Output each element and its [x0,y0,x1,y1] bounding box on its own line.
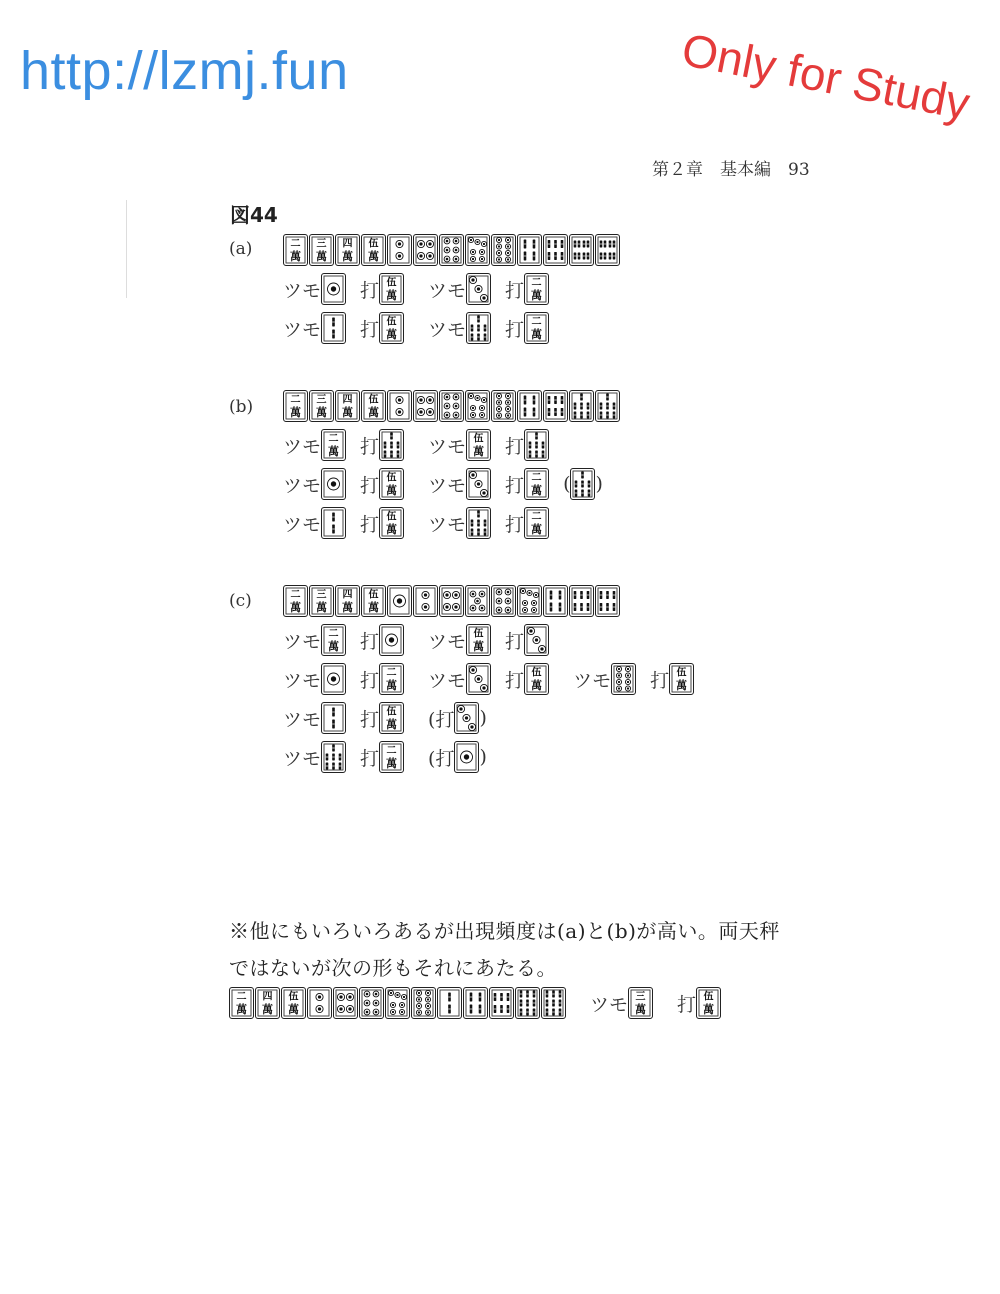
draw-line [283,507,549,539]
man-2-tile-icon [524,507,549,539]
tile-group [229,987,566,1019]
sou-4-tile-icon [517,234,542,266]
man-2-tile-icon [524,468,549,500]
svg-text:二: 二 [328,433,339,445]
section-label-a: (a) [229,239,253,259]
svg-text:三: 三 [635,991,646,1003]
running-head: 第２章 基本編 93 [652,160,810,180]
sou-7-tile-icon [321,741,346,773]
pin-7-tile-icon [517,585,542,617]
hand-a [283,234,620,266]
man-5-tile-icon [669,663,694,695]
man-2-tile-icon [283,585,308,617]
figure-title: 図44 [230,203,278,227]
svg-text:萬: 萬 [368,406,379,419]
svg-text:伍: 伍 [473,628,484,640]
discard-text: 打 [360,513,380,536]
pin-7-tile-icon [385,987,410,1019]
sou-7-tile-icon [379,429,404,461]
draw-text: ツモ [283,513,322,536]
sou-2-tile-icon [321,312,346,344]
svg-text:二: 二 [386,745,397,757]
discard-text: 打 [360,708,380,731]
draw-text: ツモ [590,993,629,1016]
watermark-url: http://lzmj.fun [20,41,349,101]
pin-4-tile-icon [439,585,464,617]
svg-text:二: 二 [531,472,542,484]
pin-6-tile-icon [439,390,464,422]
svg-text:三: 三 [316,238,327,250]
pin-4-tile-icon [333,987,358,1019]
svg-text:萬: 萬 [316,250,327,263]
svg-text:伍: 伍 [386,472,397,484]
pin-3-tile-icon [454,702,479,734]
svg-text:四: 四 [342,394,353,406]
svg-text:二: 二 [531,511,542,523]
svg-text:萬: 萬 [531,289,543,302]
svg-text:萬: 萬 [676,679,688,692]
svg-text:萬: 萬 [386,679,398,692]
discard-text: 打 [360,279,380,302]
man-5-tile-icon [361,585,386,617]
man-2-tile-icon [229,987,254,1019]
draw-line [283,312,549,344]
man-2-tile-icon [283,390,308,422]
draw-text: ツモ [283,747,322,770]
discard-text: 打 [505,474,525,497]
svg-text:伍: 伍 [531,667,542,679]
discard-text: 打 [360,630,380,653]
svg-text:萬: 萬 [386,484,398,497]
draw-text: ツモ [428,474,467,497]
svg-text:二: 二 [531,316,542,328]
svg-text:萬: 萬 [635,1003,647,1016]
svg-text:伍: 伍 [368,589,379,601]
pin-8-tile-icon [411,987,436,1019]
svg-text:萬: 萬 [473,640,485,653]
discard-text: 打 [650,669,670,692]
svg-text:萬: 萬 [386,289,398,302]
pin-8-tile-icon [611,663,636,695]
svg-text:二: 二 [386,667,397,679]
open-paren-text: ( [563,473,571,495]
man-2-tile-icon [321,429,346,461]
man-3-tile-icon [309,390,334,422]
svg-text:二: 二 [236,991,247,1003]
man-5-tile-icon [281,987,306,1019]
pin-1-tile-icon [379,624,404,656]
svg-text:伍: 伍 [368,238,379,250]
svg-text:萬: 萬 [328,640,340,653]
man-5-tile-icon [379,468,404,500]
svg-text:伍: 伍 [386,706,397,718]
man-3-tile-icon [309,585,334,617]
svg-text:萬: 萬 [316,601,327,614]
man-4-tile-icon [335,390,360,422]
svg-text:二: 二 [328,628,339,640]
close-paren-text: ) [595,473,603,495]
svg-text:萬: 萬 [342,406,353,419]
pin-3-tile-icon [524,624,549,656]
section-label-b: (b) [229,397,254,417]
sou-7-tile-icon [466,507,491,539]
sou-7-tile-icon [569,390,594,422]
pin-3-tile-icon [466,468,491,500]
draw-line [283,273,549,305]
open-paren-discard-text: (打 [428,708,455,731]
man-4-tile-icon [255,987,280,1019]
pin-3-tile-icon [466,273,491,305]
note-line-2: ではないが次の形もそれにあたる。 [229,956,557,980]
svg-text:萬: 萬 [531,484,543,497]
svg-text:二: 二 [531,277,542,289]
pin-8-tile-icon [491,390,516,422]
note-line-1: ※他にもいろいろあるが出現頻度は(a)と(b)が高い。両天秤 [229,919,780,943]
draw-text: ツモ [283,669,322,692]
svg-text:二: 二 [290,589,301,601]
discard-text: 打 [505,435,525,458]
pin-7-tile-icon [465,234,490,266]
sou-7-tile-icon [524,429,549,461]
draw-text: ツモ [428,630,467,653]
man-2-tile-icon [379,663,404,695]
svg-text:三: 三 [316,394,327,406]
hand-b [283,390,620,422]
sou-8-tile-icon [595,234,620,266]
pin-1-tile-icon [321,273,346,305]
pin-7-tile-icon [465,390,490,422]
man-5-tile-icon [361,390,386,422]
discard-text: 打 [360,318,380,341]
pin-6-tile-icon [359,987,384,1019]
draw-text: ツモ [283,435,322,458]
pin-1-tile-icon [387,585,412,617]
discard-text: 打 [677,993,697,1016]
discard-text: 打 [505,630,525,653]
draw-text: ツモ [283,708,322,731]
discard-text: 打 [360,669,380,692]
svg-text:伍: 伍 [386,316,397,328]
discard-text: 打 [505,669,525,692]
svg-text:四: 四 [262,991,273,1003]
svg-text:三: 三 [316,589,327,601]
draw-line [283,468,603,500]
svg-text:四: 四 [342,589,353,601]
svg-text:萬: 萬 [368,250,379,263]
sou-2-tile-icon [321,507,346,539]
watermark-study: Only for Study [677,22,974,130]
hand-c [283,585,620,617]
extra-example [229,987,721,1019]
svg-text:萬: 萬 [531,523,543,536]
close-paren-text: ) [479,746,487,768]
svg-text:二: 二 [290,394,301,406]
svg-text:萬: 萬 [316,406,327,419]
draw-text: ツモ [428,318,467,341]
draw-text: ツモ [283,318,322,341]
svg-text:萬: 萬 [386,757,398,770]
discard-text: 打 [360,747,380,770]
svg-text:伍: 伍 [386,511,397,523]
draw-text: ツモ [428,513,467,536]
draw-line [283,429,549,461]
svg-text:伍: 伍 [386,277,397,289]
tile-group [283,390,620,422]
draw-text: ツモ [283,279,322,302]
pin-8-tile-icon [491,234,516,266]
man-3-tile-icon [309,234,334,266]
svg-text:萬: 萬 [288,1003,299,1016]
sou-7-tile-icon [466,312,491,344]
svg-text:萬: 萬 [531,679,543,692]
draw-text: ツモ [428,669,467,692]
draw-line [283,663,694,695]
pin-1-tile-icon [321,468,346,500]
svg-text:萬: 萬 [236,1003,247,1016]
sou-7-tile-icon [595,390,620,422]
svg-text:萬: 萬 [342,601,353,614]
draw-text: ツモ [283,630,322,653]
margin-rule [126,200,127,298]
pin-1-tile-icon [321,663,346,695]
svg-text:萬: 萬 [328,445,340,458]
man-5-tile-icon [379,702,404,734]
section-label-c: (c) [229,591,252,611]
svg-text:萬: 萬 [473,445,485,458]
man-2-tile-icon [379,741,404,773]
man-2-tile-icon [321,624,346,656]
sou-2-tile-icon [321,702,346,734]
pin-6-tile-icon [491,585,516,617]
man-5-tile-icon [379,273,404,305]
draw-line [283,702,487,734]
pin-2-tile-icon [387,390,412,422]
svg-text:二: 二 [290,238,301,250]
pin-6-tile-icon [439,234,464,266]
discard-text: 打 [505,318,525,341]
sou-6-tile-icon [543,390,568,422]
discard-text: 打 [505,513,525,536]
tile-group [283,234,620,266]
discard-text: 打 [360,435,380,458]
man-5-tile-icon [524,663,549,695]
draw-line [283,624,549,656]
draw-text: ツモ [428,279,467,302]
close-paren-text: ) [479,707,487,729]
svg-text:伍: 伍 [676,667,687,679]
svg-text:萬: 萬 [342,250,353,263]
pin-1-tile-icon [454,741,479,773]
man-5-tile-icon [466,429,491,461]
sou-4-tile-icon [517,390,542,422]
discard-text: 打 [360,474,380,497]
svg-text:萬: 萬 [290,406,301,419]
draw-text: ツモ [573,669,612,692]
svg-text:萬: 萬 [262,1003,273,1016]
svg-text:萬: 萬 [703,1003,715,1016]
sou-9-tile-icon [515,987,540,1019]
man-4-tile-icon [335,585,360,617]
man-2-tile-icon [524,312,549,344]
svg-text:萬: 萬 [290,250,301,263]
svg-text:伍: 伍 [703,991,714,1003]
man-5-tile-icon [696,987,721,1019]
tile-group [283,585,620,617]
draw-line [283,741,487,773]
sou-9-tile-icon [541,987,566,1019]
sou-4-tile-icon [543,585,568,617]
man-5-tile-icon [466,624,491,656]
pin-4-tile-icon [413,234,438,266]
svg-text:伍: 伍 [473,433,484,445]
man-2-tile-icon [283,234,308,266]
sou-6-tile-icon [595,585,620,617]
svg-text:四: 四 [342,238,353,250]
man-3-tile-icon [628,987,653,1019]
pin-3-tile-icon [466,663,491,695]
sou-6-tile-icon [569,585,594,617]
man-2-tile-icon [524,273,549,305]
svg-text:萬: 萬 [386,718,398,731]
man-4-tile-icon [335,234,360,266]
svg-text:萬: 萬 [386,523,398,536]
sou-8-tile-icon [569,234,594,266]
pin-5-tile-icon [465,585,490,617]
pin-2-tile-icon [387,234,412,266]
sou-4-tile-icon [463,987,488,1019]
svg-text:萬: 萬 [386,328,398,341]
sou-2-tile-icon [437,987,462,1019]
man-5-tile-icon [379,507,404,539]
discard-text: 打 [505,279,525,302]
pin-4-tile-icon [413,390,438,422]
svg-text:萬: 萬 [290,601,301,614]
svg-text:萬: 萬 [531,328,543,341]
svg-text:萬: 萬 [368,601,379,614]
pin-2-tile-icon [307,987,332,1019]
draw-text: ツモ [428,435,467,458]
sou-7-tile-icon [570,468,595,500]
svg-text:伍: 伍 [288,991,299,1003]
open-paren-discard-text: (打 [428,747,455,770]
draw-text: ツモ [283,474,322,497]
sou-6-tile-icon [489,987,514,1019]
sou-6-tile-icon [543,234,568,266]
man-5-tile-icon [379,312,404,344]
svg-text:伍: 伍 [368,394,379,406]
man-5-tile-icon [361,234,386,266]
pin-2-tile-icon [413,585,438,617]
